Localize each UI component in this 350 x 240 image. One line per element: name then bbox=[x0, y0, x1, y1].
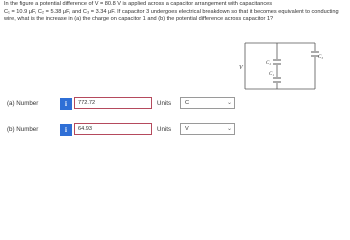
part-a-label: (a) Number bbox=[7, 100, 39, 107]
label-v: V bbox=[239, 65, 243, 71]
label-c2: C₂ bbox=[266, 61, 272, 66]
question-line-3: wire, what is the increase in (a) the charge on capacitor 1 and (b) the potential difference across capacitor 1? bbox=[4, 16, 274, 23]
info-icon[interactable]: i bbox=[60, 98, 72, 110]
label-c3: C₃ bbox=[318, 55, 324, 60]
circuit-figure bbox=[225, 37, 325, 95]
units-b-select[interactable] bbox=[180, 123, 235, 135]
chevron-down-icon: ⌄ bbox=[226, 126, 232, 132]
answer-b-input[interactable]: 64.93 bbox=[74, 123, 152, 135]
units-label: Units bbox=[157, 100, 172, 107]
part-b-label: (b) Number bbox=[7, 126, 39, 133]
units-label: Units bbox=[157, 126, 172, 133]
answer-a-input[interactable]: 772.72 bbox=[74, 97, 152, 109]
answer-row-a bbox=[4, 97, 244, 111]
question-line-1: In the figure a potential difference of V = 80.8 V is applied across a capacitor arrangement with capacitances bbox=[4, 1, 273, 7]
chevron-down-icon: ⌄ bbox=[226, 100, 232, 106]
units-a-select[interactable] bbox=[180, 97, 235, 109]
answer-row-b bbox=[4, 123, 244, 137]
units-b-value: V bbox=[185, 126, 189, 132]
label-c1: C₁ bbox=[269, 72, 275, 77]
info-icon[interactable]: i bbox=[60, 124, 72, 136]
question-line-2: C₁ = 10.9 μF, C₂ = 5.38 μF, and C₃ = 3.34 μF. If capacitor 3 undergoes electrical breakdown so that it becomes equivalent to conducting bbox=[4, 8, 339, 15]
question-text bbox=[4, 1, 348, 24]
units-a-value: C bbox=[185, 100, 190, 106]
